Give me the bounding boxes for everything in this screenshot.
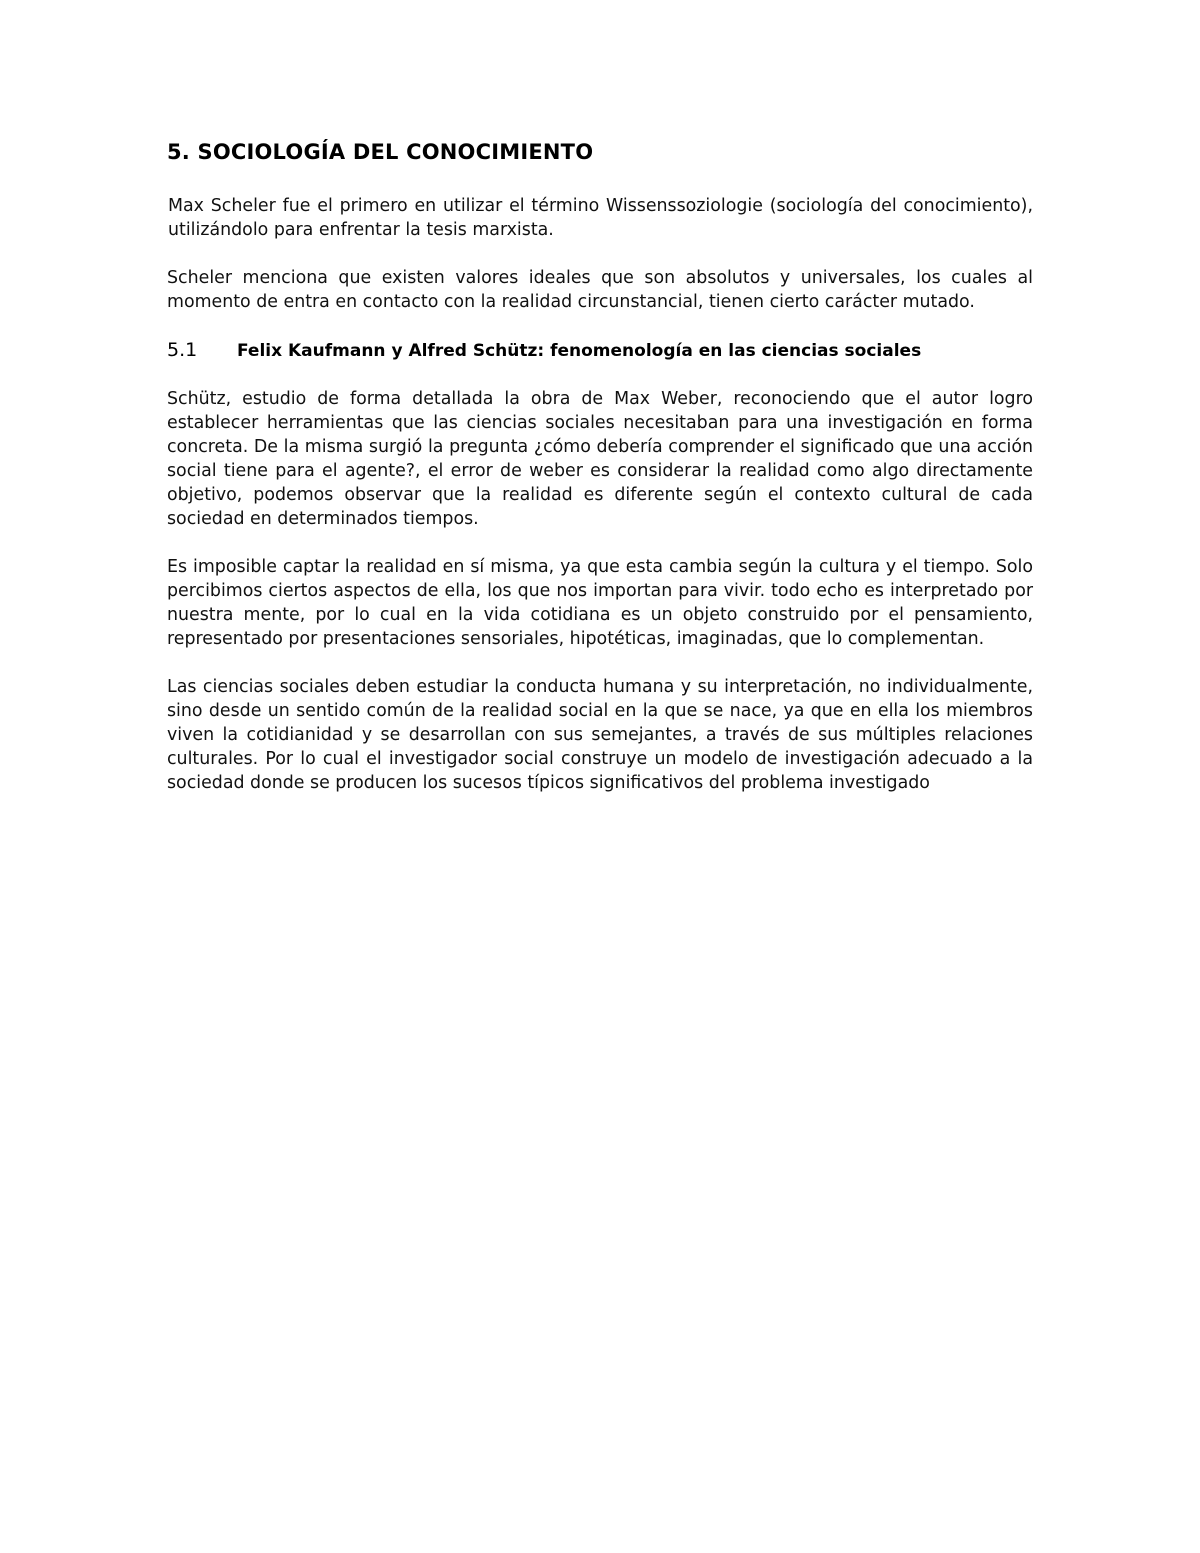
section-title: 5. SOCIOLOGÍA DEL CONOCIMIENTO xyxy=(167,140,594,164)
subsection-number: 5.1 xyxy=(167,339,198,361)
subsection-heading xyxy=(167,338,1033,363)
paragraph-body-2: Es imposible captar la realidad en sí misma, ya que esta cambia según la cultura y el tiempo. Solo percibimos ciertos aspectos de ella, los que nos importan para vivir. todo echo es interpretado por nuestra mente, por lo cual en la vida cotidiana es un objeto construido por el pensamiento, representado por presentaciones sensoriales, hipotéticas, imaginadas, que lo complementan. xyxy=(167,557,1033,649)
paragraph-body-1: Schütz, estudio de forma detallada la obra de Max Weber, reconociendo que el autor logro establecer herramientas que las ciencias sociales necesitaban para una investigación en forma concreta. De la misma surgió la pregunta ¿cómo debería comprender el significado que una acción social tiene para el agente?, el error de weber es considerar la realidad como algo directamente objetivo, podemos observar que la realidad es diferente según el contexto cultural de cada sociedad en determinados tiempos. xyxy=(167,389,1033,529)
paragraph-body-3: Las ciencias sociales deben estudiar la conducta humana y su interpretación, no individualmente, sino desde un sentido común de la realidad social en la que se nace, ya que en ella los miembros viven la cotidianidad y se desarrollan con sus semejantes, a través de sus múltiples relaciones culturales. Por lo cual el investigador social construye un modelo de investigación adecuado a la sociedad donde se producen los sucesos típicos significativos del problema investigado xyxy=(167,677,1033,793)
paragraph-intro-1: Max Scheler fue el primero en utilizar el término Wissenssoziologie (sociología del conocimiento), utilizándolo para enfrentar la tesis marxista. xyxy=(168,196,1033,240)
subsection-title: Felix Kaufmann y Alfred Schütz: fenomenología en las ciencias sociales xyxy=(237,341,922,361)
document-page xyxy=(167,136,1033,819)
paragraph-intro-2: Scheler menciona que existen valores ideales que son absolutos y universales, los cuales al momento de entra en contacto con la realidad circunstancial, tienen cierto carácter mutado. xyxy=(167,268,1033,312)
